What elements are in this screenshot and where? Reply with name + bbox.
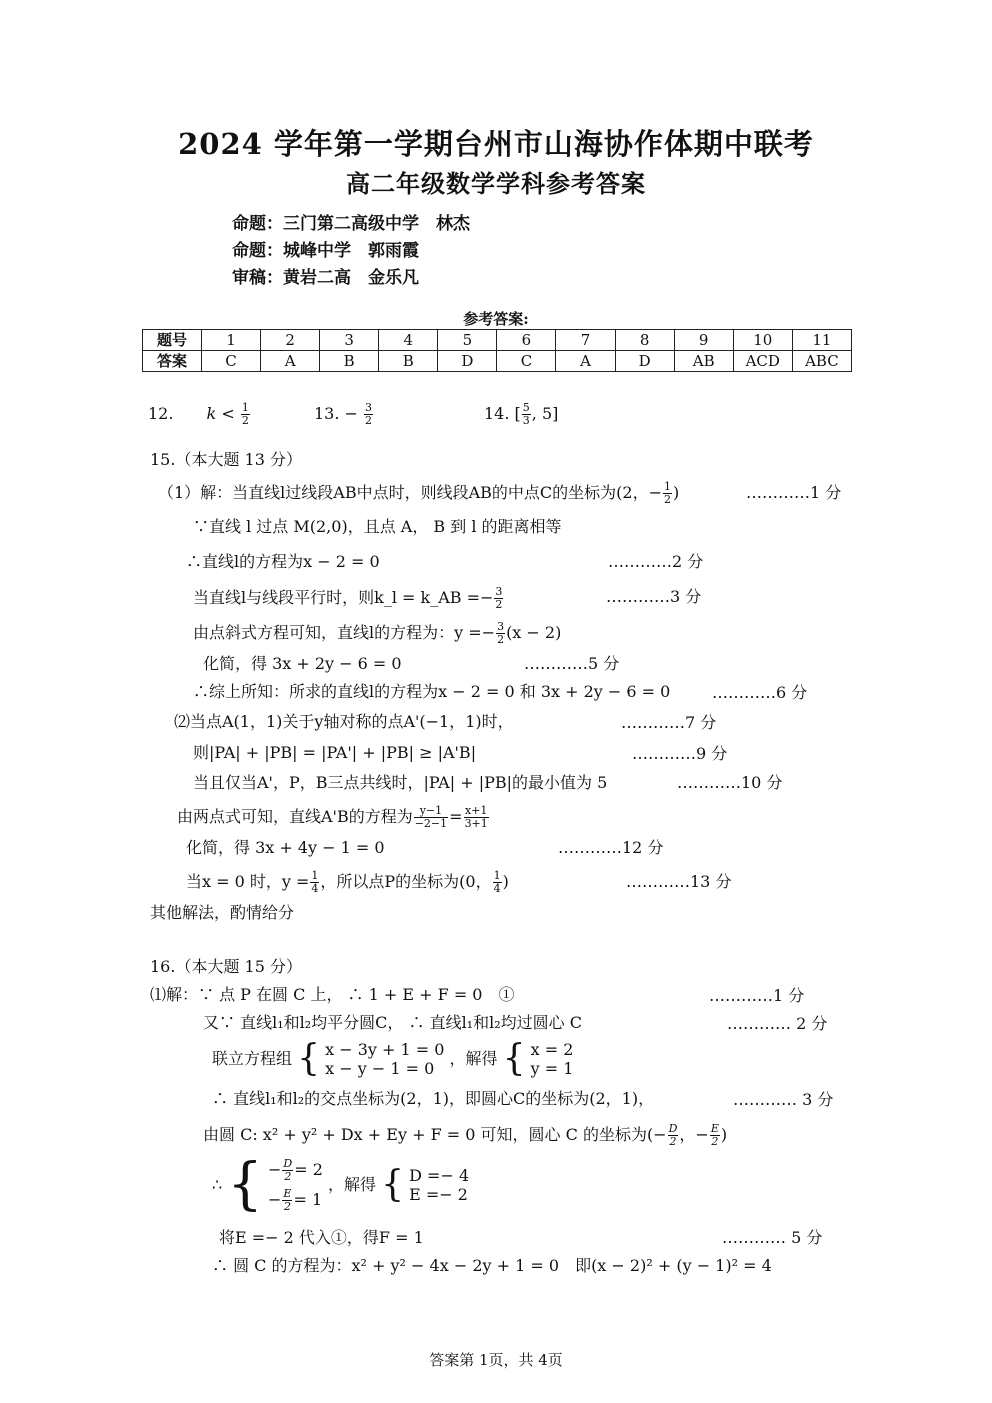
denominator: 2	[241, 414, 249, 427]
denominator: 2	[664, 493, 671, 506]
denominator: 3	[522, 414, 530, 427]
q15-line: 化简，得 3x + 4y − 1 = 0	[186, 838, 385, 857]
denominator: 4	[311, 882, 319, 895]
question-number: 2	[261, 330, 320, 351]
q15-line	[186, 870, 509, 895]
answer-cell: ACD	[733, 351, 792, 372]
question-number: 11	[792, 330, 851, 351]
answer-cell: D	[615, 351, 674, 372]
q15-line	[158, 481, 679, 506]
left-brace-icon: {	[381, 1164, 405, 1205]
equation-system	[268, 1155, 323, 1215]
numerator: E	[710, 1122, 719, 1135]
q13-fraction	[364, 402, 373, 427]
q15-line: ⑵当点A(1，1)关于y轴对称的点A'(−1，1)时，	[174, 712, 514, 731]
equation-system	[325, 1040, 444, 1078]
q15-line	[193, 621, 561, 646]
numerator: 3	[365, 401, 373, 414]
answer-table-heading: 参考答案:	[463, 310, 529, 328]
score-mark: …………2 分	[608, 552, 704, 571]
q15-text: =	[449, 807, 463, 826]
q16-line: 将E =− 2 代入①，得F = 1	[219, 1228, 424, 1247]
q15-text: ，所以点P的坐标为(0，	[320, 872, 492, 891]
solution-system	[531, 1040, 574, 1078]
equation: D =− 4	[409, 1166, 470, 1185]
page-footer: 答案第 1页，共 4页	[429, 1351, 563, 1369]
score-mark: ………… 5 分	[722, 1228, 823, 1247]
question-number: 6	[497, 330, 556, 351]
answer-cell: C	[202, 351, 261, 372]
denominator: 3+1	[464, 817, 488, 830]
row-label-question: 题号	[143, 330, 202, 351]
q15-text: )	[502, 872, 509, 891]
q16-text: ∴	[212, 1175, 223, 1194]
q16-text: ，解得	[449, 1049, 498, 1068]
equation: y = 1	[530, 1059, 574, 1078]
question-number: 5	[438, 330, 497, 351]
question-number-row	[143, 330, 852, 351]
score-mark: …………10 分	[677, 773, 783, 792]
fraction	[282, 1188, 292, 1213]
q12-number: 12.	[148, 404, 174, 423]
q12-answer	[148, 402, 251, 427]
score-mark: …………12 分	[558, 838, 664, 857]
fraction	[494, 586, 503, 611]
document-title: 2024 学年第一学期台州市山海协作体期中联考	[178, 127, 814, 161]
q16-line	[203, 1123, 727, 1148]
q14-tail: , 5]	[531, 404, 559, 423]
question-number: 10	[733, 330, 792, 351]
question-number: 7	[556, 330, 615, 351]
q15-line: 则|PA| + |PB| = |PA'| + |PB| ≥ |A'B|	[193, 743, 477, 762]
credit-line: 命题：城峰中学 郭雨霞	[232, 241, 419, 261]
fraction	[310, 870, 319, 895]
numerator: 1	[664, 480, 671, 493]
q15-text: 由两点式可知，直线A'B的方程为	[177, 807, 413, 826]
equation	[268, 1155, 323, 1185]
fraction	[282, 1158, 293, 1183]
question-number: 8	[615, 330, 674, 351]
fraction	[414, 805, 448, 830]
q15-text: 当x = 0 时，y =	[186, 872, 310, 891]
numerator: y−1	[414, 805, 448, 818]
question-number: 3	[320, 330, 379, 351]
document-subtitle: 高二年级数学学科参考答案	[346, 169, 646, 198]
score-mark: …………9 分	[632, 744, 728, 763]
denominator: 2	[711, 1135, 719, 1148]
answer-cell: A	[556, 351, 615, 372]
minus-sign: −	[268, 1190, 282, 1209]
question-number: 9	[674, 330, 733, 351]
q15-line: ∴综上所知：所求的直线l的方程为x − 2 = 0 和 3x + 2y − 6 = 0	[193, 682, 671, 701]
score-mark: …………1 分	[746, 483, 842, 502]
q16-text: 由圆 C: x² + y² + Dx + Ey + F = 0 可知，圆心 C 的坐标为(−	[203, 1125, 667, 1144]
q13-number: 13. −	[314, 404, 358, 423]
equation: x − y − 1 = 0	[325, 1059, 435, 1078]
q12-expr: k <	[206, 404, 235, 423]
answer-row	[143, 351, 852, 372]
q15-text: )	[673, 483, 680, 502]
fraction	[464, 805, 489, 830]
q16-text: 联立方程组	[212, 1049, 293, 1068]
numerator: 3	[495, 585, 503, 598]
q16-line: ⑴解：∵ 点 P 在圆 C 上， ∴ 1 + E + F = 0 ①	[150, 985, 515, 1004]
answer-cell: B	[320, 351, 379, 372]
equation: x − 3y + 1 = 0	[325, 1040, 445, 1059]
q15-text: （1）解：当直线l过线段AB中点时，则线段AB的中点C的坐标为(2，−	[158, 483, 662, 502]
left-brace-icon: {	[502, 1038, 526, 1079]
numerator: 1	[493, 869, 501, 882]
q16-text: ，−	[679, 1125, 709, 1144]
credit-line: 审稿：黄岩二高 金乐凡	[232, 268, 419, 288]
equation	[268, 1185, 323, 1215]
answer-cell: B	[379, 351, 438, 372]
q15-line: ∵直线 l 过点 M(2,0)，且点 A， B 到 l 的距离相等	[193, 517, 562, 536]
q14-number: 14. [	[484, 404, 521, 423]
answer-table	[142, 329, 852, 372]
denominator: −2−1	[414, 817, 448, 830]
denominator: 2	[495, 598, 503, 611]
q15-text: 当直线l与线段平行时，则k_l = k_AB =−	[193, 588, 494, 607]
q16-line: ∴ 直线l₁和l₂的交点坐标为(2，1)，即圆心C的坐标为(2，1)，	[212, 1089, 655, 1108]
question-number: 1	[202, 330, 261, 351]
score-mark: …………13 分	[626, 872, 732, 891]
q14-fraction	[522, 402, 531, 427]
equation-tail: = 1	[293, 1190, 323, 1209]
fraction	[668, 1123, 679, 1148]
denominator: 2	[283, 1200, 291, 1213]
left-brace-icon: {	[297, 1038, 321, 1079]
q16-line: ∴ 圆 C 的方程为：x² + y² − 4x − 2y + 1 = 0 即(x − 2)² + (y − 1)² = 4	[212, 1256, 772, 1275]
equation: E =− 2	[409, 1185, 468, 1204]
answer-cell: C	[497, 351, 556, 372]
score-mark: …………3 分	[606, 587, 702, 606]
score-mark: …………1 分	[709, 986, 805, 1005]
q16-system-line	[212, 1040, 573, 1080]
q16-text: ，解得	[328, 1175, 377, 1194]
numerator: x+1	[464, 804, 488, 817]
q15-text: (x − 2)	[506, 623, 562, 642]
left-brace-icon: {	[227, 1152, 263, 1217]
q15-line: ∴直线l的方程为x − 2 = 0	[186, 552, 380, 571]
q15-line: 化简，得 3x + 2y − 6 = 0	[203, 654, 402, 673]
score-mark: ………… 2 分	[727, 1014, 828, 1033]
q15-line: 当且仅当A'，P，B三点共线时，|PA| + |PB|的最小值为 5	[193, 773, 608, 792]
q16-line: 又∵ 直线l₁和l₂均平分圆C， ∴ 直线l₁和l₂均过圆心 C	[203, 1013, 582, 1032]
q12-fraction	[241, 402, 250, 427]
answer-cell: A	[261, 351, 320, 372]
score-mark: …………5 分	[524, 654, 620, 673]
equation-tail: = 2	[294, 1160, 323, 1179]
credit-line: 命题：三门第二高级中学 林杰	[232, 214, 470, 234]
answer-cell: ABC	[792, 351, 851, 372]
denominator: 2	[365, 414, 373, 427]
score-mark: ………… 3 分	[733, 1090, 834, 1109]
q15-text: 由点斜式方程可知，直线l的方程为：y =−	[193, 623, 496, 642]
fraction	[493, 870, 502, 895]
q16-system-line	[212, 1152, 470, 1219]
question-number: 4	[379, 330, 438, 351]
fraction	[663, 481, 672, 506]
q15-heading: 15.（本大题 13 分）	[150, 450, 302, 469]
numerator: 5	[522, 401, 530, 414]
equation: x = 2	[530, 1040, 574, 1059]
denominator: 2	[284, 1170, 292, 1183]
answer-cell: D	[438, 351, 497, 372]
numerator: E	[283, 1187, 292, 1200]
numerator: 1	[311, 869, 319, 882]
minus-sign: −	[268, 1160, 282, 1179]
denominator: 2	[669, 1135, 677, 1148]
numerator: D	[668, 1122, 678, 1135]
solution-system	[409, 1166, 469, 1204]
answer-cell: AB	[674, 351, 733, 372]
q13-answer	[314, 402, 374, 427]
numerator: D	[283, 1157, 293, 1170]
row-label-answer: 答案	[143, 351, 202, 372]
q14-answer	[484, 402, 558, 427]
q16-text: )	[720, 1125, 728, 1144]
numerator: 1	[241, 401, 249, 414]
score-mark: …………6 分	[712, 683, 808, 702]
denominator: 4	[493, 882, 501, 895]
denominator: 2	[497, 633, 505, 646]
q15-line	[193, 586, 504, 611]
q15-line	[177, 805, 490, 830]
score-mark: …………7 分	[621, 713, 717, 732]
q16-heading: 16.（本大题 15 分）	[150, 957, 302, 976]
fraction	[710, 1123, 720, 1148]
fraction	[496, 621, 505, 646]
q15-note: 其他解法，酌情给分	[150, 903, 295, 922]
numerator: 3	[497, 620, 505, 633]
